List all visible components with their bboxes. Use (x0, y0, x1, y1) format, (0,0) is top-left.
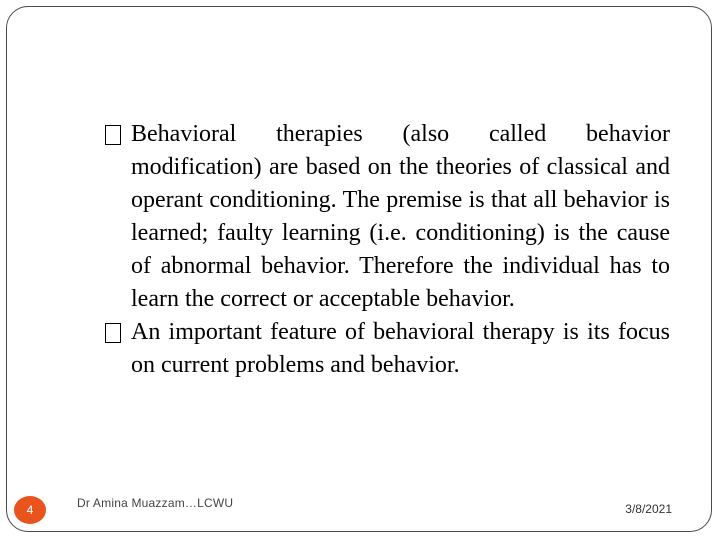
page-number-badge (14, 496, 46, 524)
page-number: 4 (26, 503, 34, 517)
slide-body (103, 118, 670, 382)
bullet-text: Behavioral therapies (also called behavior modification) are based on the theories of classical and operant conditioning. The premise is that all behavior is learned; faulty learning (i.e. conditioning) is the cause of abnormal behavior. Therefore the individual has to learn the correct or acceptable behavior. (131, 121, 670, 312)
bullet-item (103, 316, 670, 382)
footer-author: Dr Amina Muazzam…LCWU (77, 496, 234, 510)
bullet-text: An important feature of behavioral therapy is its focus on current problems and behavior. (131, 319, 670, 378)
bullet-item (103, 118, 670, 316)
footer-date: 3/8/2021 (625, 502, 672, 516)
